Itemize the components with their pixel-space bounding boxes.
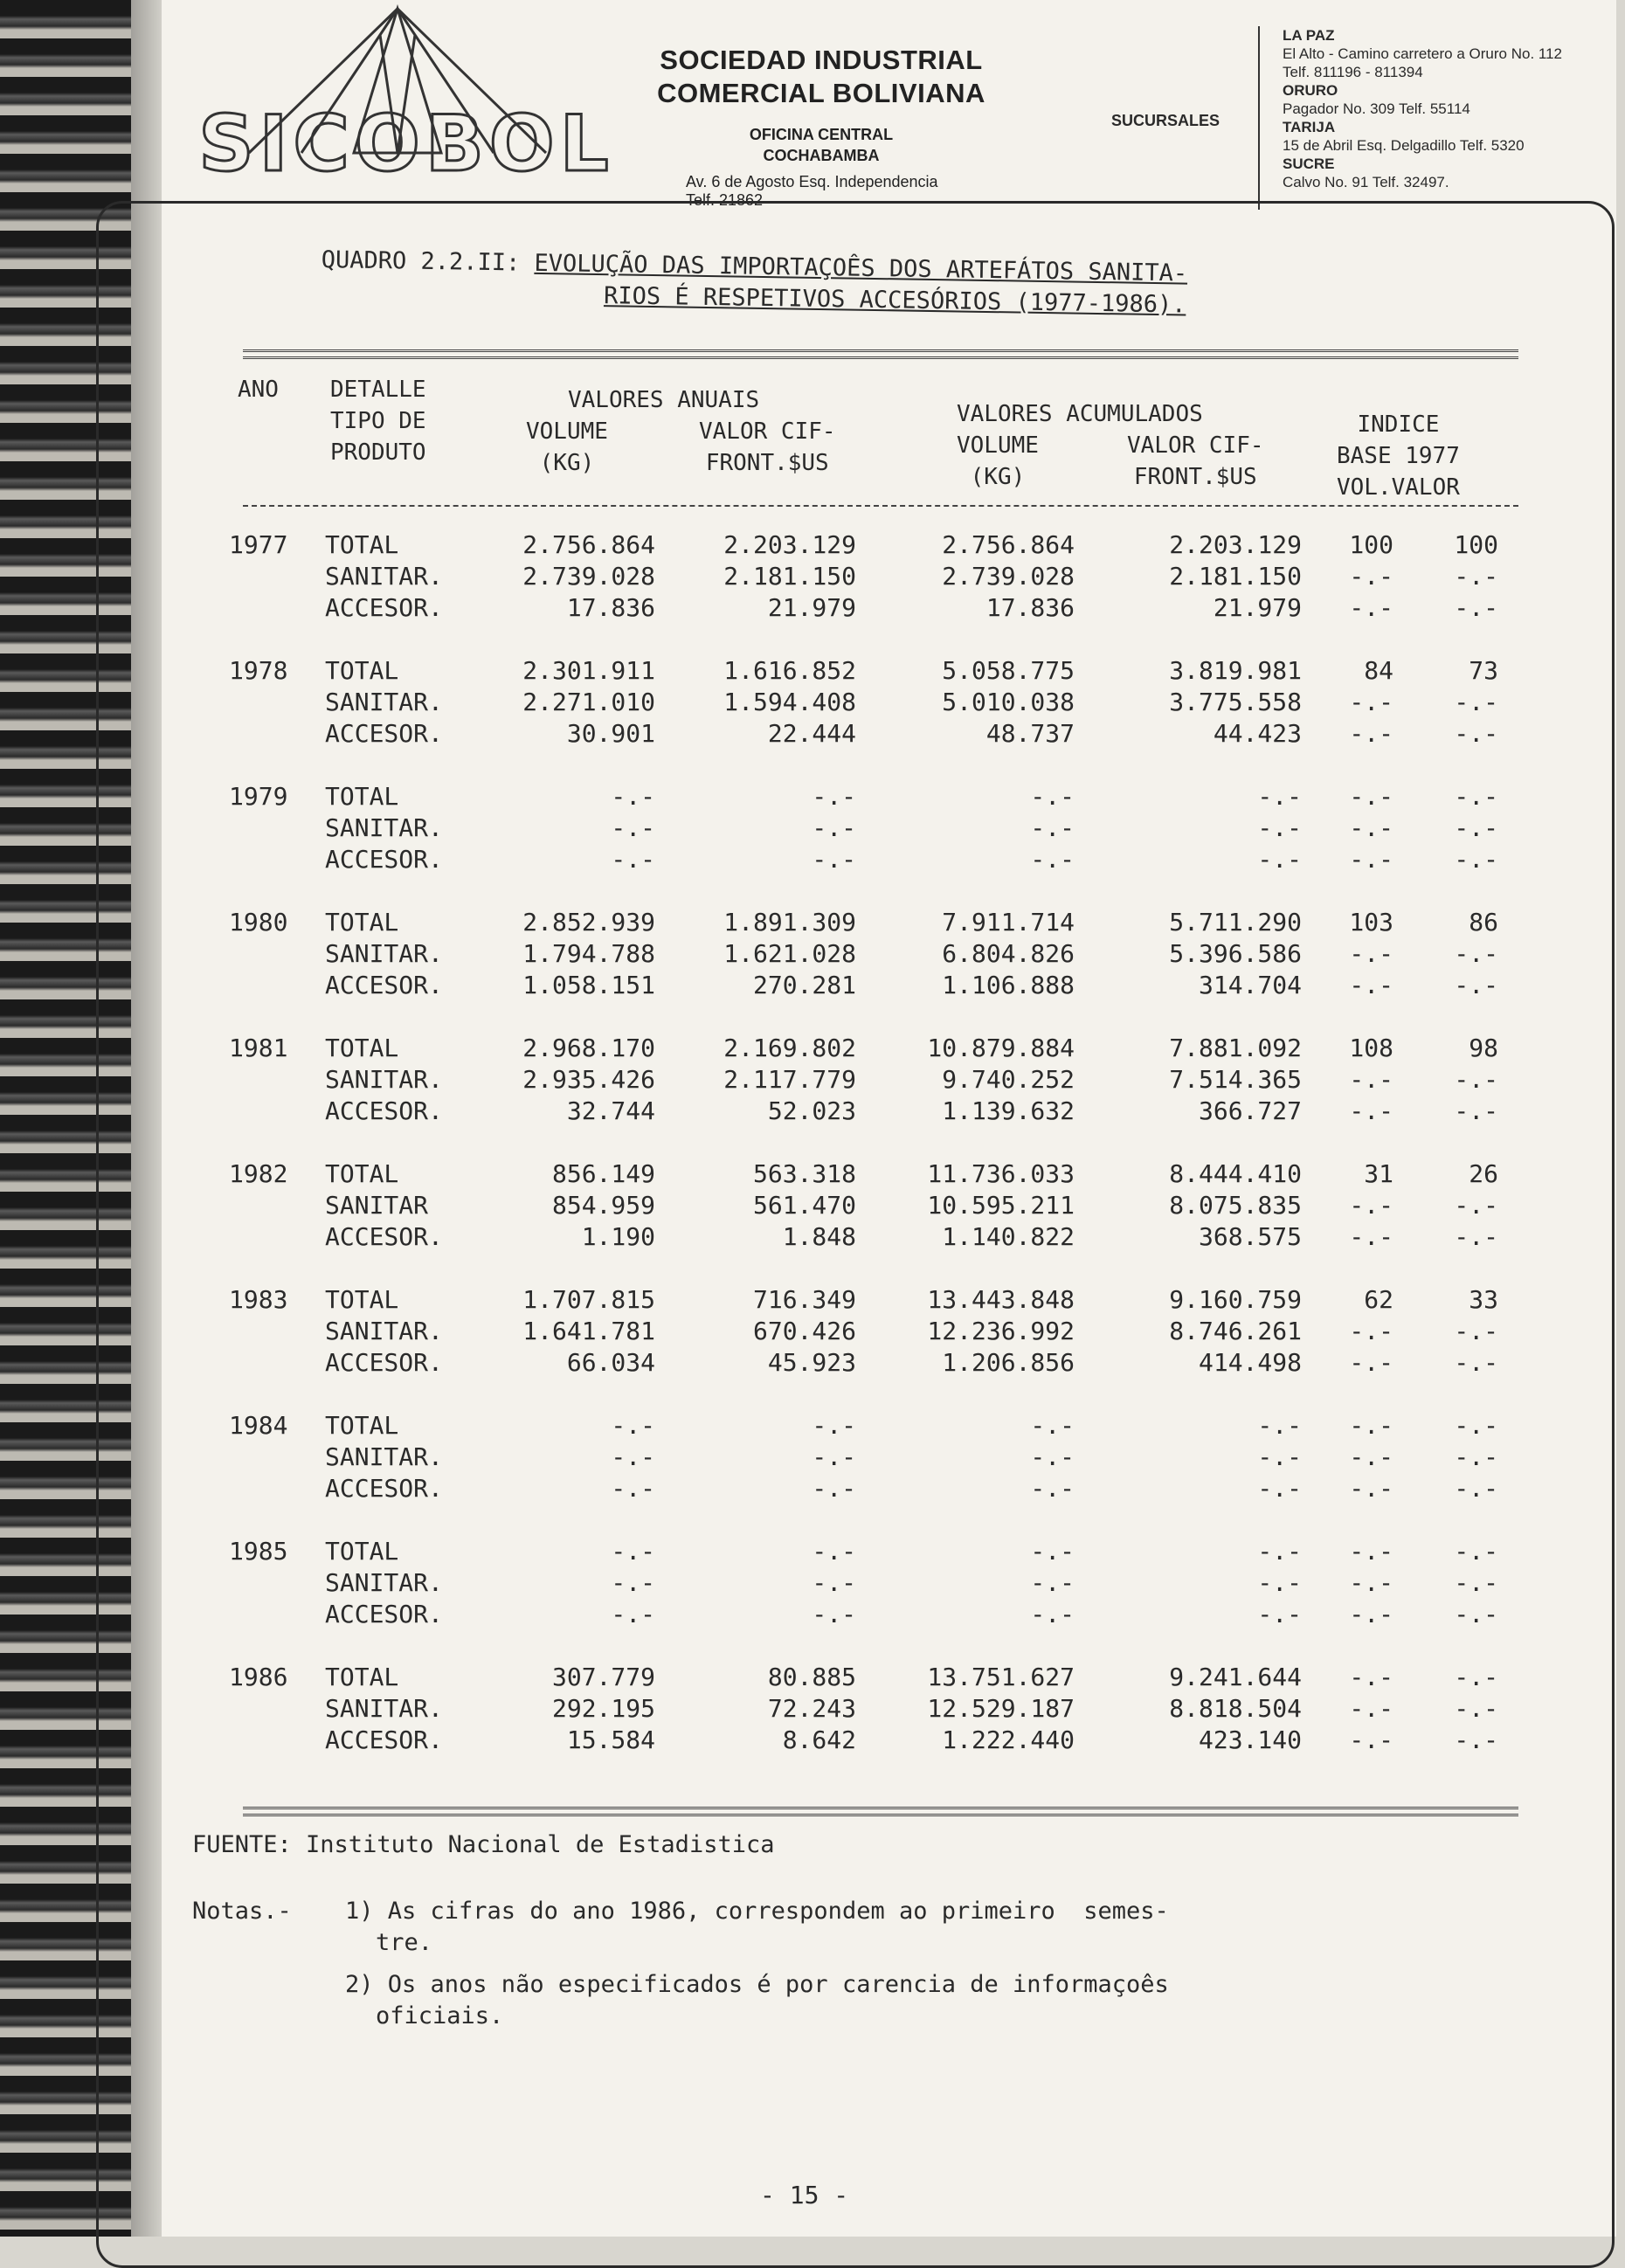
cell-ivol: -.- — [1349, 1096, 1393, 1125]
cell-val: 1.616.852 — [723, 656, 856, 685]
cell-ival: -.- — [1454, 1537, 1498, 1566]
cell-vol: 2.852.939 — [522, 908, 655, 937]
cell-cval: 44.423 — [1213, 719, 1302, 748]
header-cum-volume: VOLUME (KG) — [957, 432, 1039, 490]
cell-val: 2.117.779 — [723, 1065, 856, 1094]
cell-vol: -.- — [611, 782, 655, 811]
cell-ivol: 100 — [1349, 530, 1393, 559]
cell-ivol: -.- — [1349, 1663, 1393, 1691]
cell-label: TOTAL — [325, 530, 399, 559]
cell-ival: -.- — [1454, 1096, 1498, 1125]
cell-cvol: 48.737 — [985, 719, 1075, 748]
cell-ivol: -.- — [1349, 1442, 1393, 1471]
cell-cval: -.- — [1257, 813, 1302, 842]
cell-label: SANITAR. — [325, 1317, 443, 1345]
cell-cvol: 5.010.038 — [942, 688, 1075, 716]
cell-ival: 86 — [1469, 908, 1498, 937]
cell-vol: -.- — [611, 1474, 655, 1503]
cell-label: SANITAR. — [325, 562, 443, 591]
cell-cval: 9.241.644 — [1169, 1663, 1302, 1691]
cell-label: SANITAR. — [325, 1065, 443, 1094]
cell-label: ACCESOR. — [325, 1474, 443, 1503]
cell-val: 670.426 — [752, 1317, 856, 1345]
cell-vol: 854.959 — [551, 1191, 655, 1220]
cell-label: TOTAL — [325, 782, 399, 811]
cell-ival: -.- — [1454, 845, 1498, 874]
cell-label: ACCESOR. — [325, 971, 443, 999]
cell-vol: 1.641.781 — [522, 1317, 655, 1345]
note-2-line1: 2) Os anos não especificados é por carencia de informaçoês — [345, 1971, 1169, 1998]
cell-val: 2.203.129 — [723, 530, 856, 559]
cell-val: -.- — [812, 1600, 856, 1628]
cell-label: SANITAR — [325, 1191, 429, 1220]
cell-ivol: 31 — [1364, 1159, 1393, 1188]
cell-ival: -.- — [1454, 1568, 1498, 1597]
note-1-line1: 1) As cifras do ano 1986, correspondem ao primeiro semes- — [345, 1898, 1169, 1925]
cell-cvol: 2.756.864 — [942, 530, 1075, 559]
company-name-line1: SOCIEDAD INDUSTRIAL — [660, 45, 983, 75]
cell-cvol: 1.206.856 — [942, 1348, 1075, 1377]
cell-cval: 2.181.150 — [1169, 562, 1302, 591]
cell-val: 563.318 — [752, 1159, 856, 1188]
cell-cval: 368.575 — [1198, 1222, 1302, 1251]
cell-ivol: 103 — [1349, 908, 1393, 937]
header-rule — [243, 505, 1518, 507]
source-note: FUENTE: Instituto Nacional de Estadistica — [192, 1831, 775, 1858]
cell-cvol: 12.236.992 — [927, 1317, 1075, 1345]
cell-val: 80.885 — [767, 1663, 856, 1691]
cell-cval: 423.140 — [1198, 1725, 1302, 1754]
header-detail: DETALLE TIPO DE PRODUTO — [330, 377, 426, 466]
cell-cval: 8.075.835 — [1169, 1191, 1302, 1220]
cell-cvol: 1.140.822 — [942, 1222, 1075, 1251]
cell-val: 22.444 — [767, 719, 856, 748]
branch-city: ORURO — [1283, 82, 1338, 99]
cell-ivol: -.- — [1349, 971, 1393, 999]
cell-cvol: 1.139.632 — [942, 1096, 1075, 1125]
cell-cvol: 10.879.884 — [927, 1034, 1075, 1062]
header-cum-value: VALOR CIF- FRONT.$US — [1127, 432, 1264, 490]
cell-ival: 98 — [1469, 1034, 1498, 1062]
cell-cval: 5.711.290 — [1169, 908, 1302, 937]
cell-val: 270.281 — [752, 971, 856, 999]
cell-cval: -.- — [1257, 1411, 1302, 1440]
year-label: 1977 — [229, 530, 288, 559]
cell-ival: -.- — [1454, 1694, 1498, 1723]
cell-cval: -.- — [1257, 1474, 1302, 1503]
cell-ivol: 84 — [1364, 656, 1393, 685]
cell-vol: 2.271.010 — [522, 688, 655, 716]
cell-label: SANITAR. — [325, 1694, 443, 1723]
cell-cval: 7.881.092 — [1169, 1034, 1302, 1062]
cell-val: 2.181.150 — [723, 562, 856, 591]
cell-vol: 66.034 — [566, 1348, 655, 1377]
cell-val: 561.470 — [752, 1191, 856, 1220]
cell-cvol: 2.739.028 — [942, 562, 1075, 591]
cell-cval: 5.396.586 — [1169, 939, 1302, 968]
cell-val: 52.023 — [767, 1096, 856, 1125]
cell-ival: -.- — [1454, 562, 1498, 591]
cell-val: -.- — [812, 813, 856, 842]
cell-ival: -.- — [1454, 1191, 1498, 1220]
year-label: 1982 — [229, 1159, 288, 1188]
cell-ival: -.- — [1454, 719, 1498, 748]
cell-cval: 8.746.261 — [1169, 1317, 1302, 1345]
office-label: OFICINA CENTRAL — [749, 126, 894, 143]
cell-ival: -.- — [1454, 1222, 1498, 1251]
cell-val: -.- — [812, 1537, 856, 1566]
cell-label: TOTAL — [325, 1411, 399, 1440]
cell-ivol: -.- — [1349, 782, 1393, 811]
title-prefix: QUADRO 2.2.II: — [321, 245, 535, 277]
cell-label: ACCESOR. — [325, 719, 443, 748]
cell-cvol: 7.911.714 — [942, 908, 1075, 937]
cell-cval: -.- — [1257, 1537, 1302, 1566]
cell-ivol: -.- — [1349, 1411, 1393, 1440]
company-name-line2: COMERCIAL BOLIVIANA — [657, 78, 985, 108]
cell-cval: 21.979 — [1213, 593, 1302, 622]
cell-ival: -.- — [1454, 782, 1498, 811]
cell-vol: 15.584 — [566, 1725, 655, 1754]
cell-cvol: 17.836 — [985, 593, 1075, 622]
branch-address: Calvo No. 91 Telf. 32497. — [1283, 174, 1449, 190]
cell-cvol: 13.751.627 — [927, 1663, 1075, 1691]
logo-wordmark: SICOBOL — [198, 99, 614, 183]
cell-ivol: -.- — [1349, 1694, 1393, 1723]
header-annual-volume: VOLUME (KG) — [526, 418, 608, 476]
cell-ival: -.- — [1454, 1600, 1498, 1628]
cell-label: TOTAL — [325, 1159, 399, 1188]
year-label: 1980 — [229, 908, 288, 937]
branch-address: 15 de Abril Esq. Delgadillo Telf. 5320 — [1283, 137, 1525, 154]
cell-cval: 414.498 — [1198, 1348, 1302, 1377]
cell-cvol: -.- — [1030, 1537, 1075, 1566]
cell-val: -.- — [812, 782, 856, 811]
cell-ivol: -.- — [1349, 845, 1393, 874]
cell-cvol: -.- — [1030, 782, 1075, 811]
cell-label: ACCESOR. — [325, 1348, 443, 1377]
cell-val: 2.169.802 — [723, 1034, 856, 1062]
cell-cval: 8.444.410 — [1169, 1159, 1302, 1188]
cell-ivol: -.- — [1349, 1065, 1393, 1094]
year-label: 1978 — [229, 656, 288, 685]
branches-list — [1258, 26, 1625, 210]
cell-ival: -.- — [1454, 1348, 1498, 1377]
cell-ival: -.- — [1454, 1725, 1498, 1754]
cell-ival: 33 — [1469, 1285, 1498, 1314]
phone-line: Telf. 21862 — [686, 191, 764, 209]
cell-cval: 7.514.365 — [1169, 1065, 1302, 1094]
cell-cvol: 1.106.888 — [942, 971, 1075, 999]
bottom-double-rule-2 — [243, 1814, 1518, 1816]
cell-val: 1.891.309 — [723, 908, 856, 937]
cell-ivol: -.- — [1349, 1222, 1393, 1251]
cell-val: 21.979 — [767, 593, 856, 622]
cell-ival: -.- — [1454, 1474, 1498, 1503]
cell-ival: 73 — [1469, 656, 1498, 685]
cell-ival: -.- — [1454, 971, 1498, 999]
branch-phone: Telf. 811196 - 811394 — [1283, 64, 1423, 80]
cell-vol: 2.935.426 — [522, 1065, 655, 1094]
cell-cvol: -.- — [1030, 1568, 1075, 1597]
cell-label: TOTAL — [325, 1663, 399, 1691]
year-label: 1984 — [229, 1411, 288, 1440]
cell-cval: 3.819.981 — [1169, 656, 1302, 685]
cell-val: 1.621.028 — [723, 939, 856, 968]
cell-ivol: -.- — [1349, 562, 1393, 591]
cell-cvol: 10.595.211 — [927, 1191, 1075, 1220]
cell-vol: -.- — [611, 813, 655, 842]
cell-vol: 1.058.151 — [522, 971, 655, 999]
cell-ivol: -.- — [1349, 1600, 1393, 1628]
cell-vol: 292.195 — [551, 1694, 655, 1723]
office-city: COCHABAMBA — [763, 147, 880, 164]
cell-vol: 2.968.170 — [522, 1034, 655, 1062]
cell-val: 72.243 — [767, 1694, 856, 1723]
cell-cval: 2.203.129 — [1169, 530, 1302, 559]
cell-cval: -.- — [1257, 782, 1302, 811]
page-number: - 15 - — [760, 2181, 849, 2209]
cell-val: -.- — [812, 1411, 856, 1440]
branch-city: SUCRE — [1283, 156, 1335, 172]
cell-ival: -.- — [1454, 593, 1498, 622]
header-annual-group: VALORES ANUAIS — [568, 387, 760, 413]
cell-vol: -.- — [611, 1411, 655, 1440]
cell-cvol: -.- — [1030, 1600, 1075, 1628]
cell-vol: 2.301.911 — [522, 656, 655, 685]
title-line2: RIOS É RESPETIVOS ACCESÓRIOS (1977-1986). — [603, 282, 1186, 319]
cell-label: TOTAL — [325, 656, 399, 685]
cell-label: TOTAL — [325, 1537, 399, 1566]
year-label: 1981 — [229, 1034, 288, 1062]
cell-cvol: 12.529.187 — [927, 1694, 1075, 1723]
cell-cvol: 1.222.440 — [942, 1725, 1075, 1754]
cell-label: TOTAL — [325, 1034, 399, 1062]
cell-cval: -.- — [1257, 845, 1302, 874]
cell-ival: -.- — [1454, 1317, 1498, 1345]
cell-val: -.- — [812, 1474, 856, 1503]
header-cum-group: VALORES ACUMULADOS — [957, 401, 1203, 427]
cell-cval: 9.160.759 — [1169, 1285, 1302, 1314]
notes-label: Notas.- — [192, 1898, 292, 1925]
cell-val: 1.848 — [782, 1222, 856, 1251]
cell-val: -.- — [812, 845, 856, 874]
address-line: Av. 6 de Agosto Esq. Independencia — [686, 173, 938, 190]
title-line1: EVOLUÇÃO DAS IMPORTAÇOÊS DOS ARTEFÁTOS SANITA- — [534, 249, 1188, 287]
cell-ival: 26 — [1469, 1159, 1498, 1188]
cell-vol: 307.779 — [551, 1663, 655, 1691]
cell-label: ACCESOR. — [325, 1222, 443, 1251]
cell-label: ACCESOR. — [325, 845, 443, 874]
cell-ival: -.- — [1454, 688, 1498, 716]
bottom-double-rule — [243, 1807, 1518, 1809]
header-index: INDICE BASE 1977 VOL.VALOR — [1337, 411, 1460, 501]
cell-cvol: 6.804.826 — [942, 939, 1075, 968]
cell-vol: 856.149 — [551, 1159, 655, 1188]
cell-val: 8.642 — [782, 1725, 856, 1754]
cell-ivol: -.- — [1349, 688, 1393, 716]
cell-ivol: -.- — [1349, 1348, 1393, 1377]
top-double-rule-2 — [243, 356, 1518, 359]
top-double-rule — [243, 349, 1518, 352]
branch-city: TARIJA — [1283, 119, 1336, 135]
cell-vol: 1.794.788 — [522, 939, 655, 968]
cell-ivol: 62 — [1364, 1285, 1393, 1314]
cell-vol: 32.744 — [566, 1096, 655, 1125]
cell-val: 1.594.408 — [723, 688, 856, 716]
cell-ivol: -.- — [1349, 939, 1393, 968]
cell-cvol: -.- — [1030, 813, 1075, 842]
cell-ivol: -.- — [1349, 1725, 1393, 1754]
cell-cvol: -.- — [1030, 845, 1075, 874]
company-heading — [612, 44, 1031, 210]
cell-label: ACCESOR. — [325, 1096, 443, 1125]
cell-label: TOTAL — [325, 1285, 399, 1314]
cell-cval: 8.818.504 — [1169, 1694, 1302, 1723]
cell-vol: 30.901 — [566, 719, 655, 748]
cell-ivol: -.- — [1349, 593, 1393, 622]
cell-cvol: 13.443.848 — [927, 1285, 1075, 1314]
cell-ivol: -.- — [1349, 1537, 1393, 1566]
cell-vol: 2.739.028 — [522, 562, 655, 591]
cell-vol: 1.707.815 — [522, 1285, 655, 1314]
cell-label: ACCESOR. — [325, 1600, 443, 1628]
cell-cvol: 11.736.033 — [927, 1159, 1075, 1188]
header-year: ANO — [238, 377, 279, 403]
branch-address: Pagador No. 309 Telf. 55114 — [1283, 100, 1470, 117]
cell-vol: -.- — [611, 1442, 655, 1471]
cell-ival: -.- — [1454, 939, 1498, 968]
year-label: 1983 — [229, 1285, 288, 1314]
cell-vol: 1.190 — [581, 1222, 655, 1251]
cell-label: TOTAL — [325, 908, 399, 937]
cell-ivol: -.- — [1349, 1474, 1393, 1503]
cell-label: SANITAR. — [325, 688, 443, 716]
year-label: 1986 — [229, 1663, 288, 1691]
cell-ivol: -.- — [1349, 1568, 1393, 1597]
branch-address: El Alto - Camino carretero a Oruro No. 112 — [1283, 45, 1562, 62]
cell-val: -.- — [812, 1442, 856, 1471]
cell-ival: 100 — [1454, 530, 1498, 559]
cell-ival: -.- — [1454, 1663, 1498, 1691]
cell-label: SANITAR. — [325, 939, 443, 968]
cell-cval: -.- — [1257, 1600, 1302, 1628]
year-label: 1985 — [229, 1537, 288, 1566]
cell-label: ACCESOR. — [325, 593, 443, 622]
cell-ival: -.- — [1454, 813, 1498, 842]
cell-cval: 366.727 — [1198, 1096, 1302, 1125]
cell-label: SANITAR. — [325, 1568, 443, 1597]
cell-vol: -.- — [611, 1568, 655, 1597]
cell-val: 716.349 — [752, 1285, 856, 1314]
cell-label: SANITAR. — [325, 813, 443, 842]
cell-cval: -.- — [1257, 1442, 1302, 1471]
cell-cvol: -.- — [1030, 1474, 1075, 1503]
cell-ival: -.- — [1454, 1411, 1498, 1440]
cell-label: SANITAR. — [325, 1442, 443, 1471]
cell-cvol: -.- — [1030, 1411, 1075, 1440]
cell-vol: -.- — [611, 1600, 655, 1628]
cell-ivol: 108 — [1349, 1034, 1393, 1062]
cell-vol: 17.836 — [566, 593, 655, 622]
cell-vol: 2.756.864 — [522, 530, 655, 559]
cell-ivol: -.- — [1349, 1317, 1393, 1345]
cell-label: ACCESOR. — [325, 1725, 443, 1754]
company-logo — [197, 0, 616, 183]
cell-ival: -.- — [1454, 1442, 1498, 1471]
cell-cval: -.- — [1257, 1568, 1302, 1597]
cell-cvol: 5.058.775 — [942, 656, 1075, 685]
year-label: 1979 — [229, 782, 288, 811]
cell-val: 45.923 — [767, 1348, 856, 1377]
cell-vol: -.- — [611, 1537, 655, 1566]
cell-val: -.- — [812, 1568, 856, 1597]
branches-label: SUCURSALES — [1111, 112, 1220, 129]
cell-cval: 314.704 — [1198, 971, 1302, 999]
cell-ivol: -.- — [1349, 1191, 1393, 1220]
cell-vol: -.- — [611, 845, 655, 874]
header-annual-value: VALOR CIF- FRONT.$US — [699, 418, 836, 476]
cell-ival: -.- — [1454, 1065, 1498, 1094]
note-1-line2: tre. — [376, 1929, 433, 1956]
cell-ivol: -.- — [1349, 719, 1393, 748]
branch-city: LA PAZ — [1283, 27, 1335, 44]
cell-cvol: -.- — [1030, 1442, 1075, 1471]
note-2-line2: oficiais. — [376, 2002, 504, 2029]
cell-cval: 3.775.558 — [1169, 688, 1302, 716]
cell-ivol: -.- — [1349, 813, 1393, 842]
cell-cvol: 9.740.252 — [942, 1065, 1075, 1094]
